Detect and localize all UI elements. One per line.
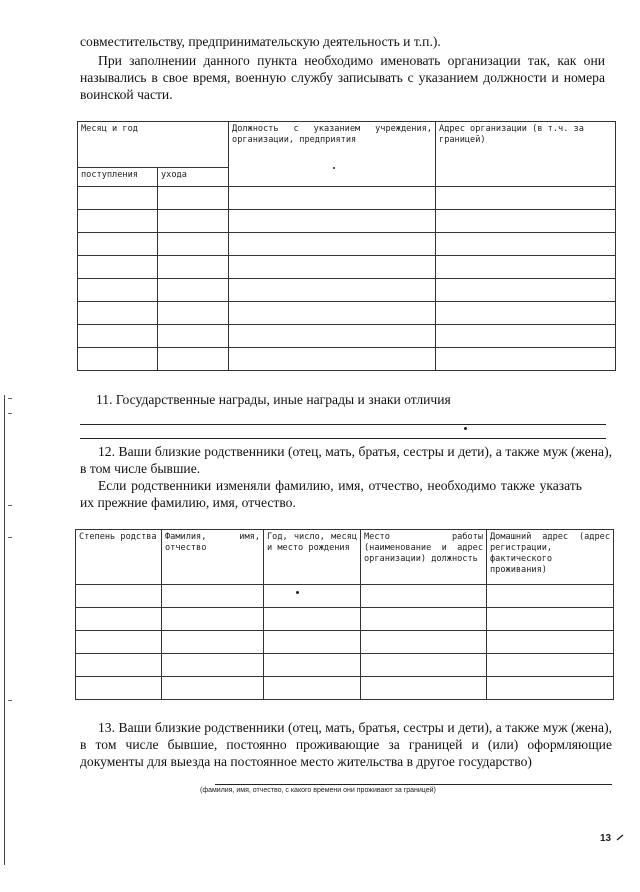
table-cell[interactable] <box>158 210 229 233</box>
relatives-table <box>75 529 614 700</box>
table-cell[interactable] <box>264 654 361 677</box>
table-cell[interactable] <box>76 654 162 677</box>
table-cell[interactable] <box>436 302 616 325</box>
scan-speck <box>296 591 299 594</box>
table-cell[interactable] <box>487 585 614 608</box>
table-cell[interactable] <box>361 608 487 631</box>
header-position: Должность с указанием учреждения, организации, предприятия <box>229 122 436 187</box>
table-cell[interactable] <box>229 325 436 348</box>
table-cell[interactable] <box>158 256 229 279</box>
scan-mark <box>8 537 12 538</box>
awards-fill-line[interactable] <box>80 424 606 425</box>
scan-mark <box>8 413 12 414</box>
checkmark-icon <box>616 834 624 842</box>
table-cell[interactable] <box>436 233 616 256</box>
table-cell[interactable] <box>264 608 361 631</box>
table-cell[interactable] <box>158 325 229 348</box>
table-cell[interactable] <box>436 325 616 348</box>
table-cell[interactable] <box>229 210 436 233</box>
page-number: 13 <box>600 833 612 844</box>
header-workplace: Место работы (наименование и адрес организации) должность <box>361 530 487 585</box>
table-cell[interactable] <box>162 608 264 631</box>
section-13-heading: 13. Ваши близкие родственники (отец, мать, братья, сестры и дети), а также муж (жена), в том числе бывшие, постоянно проживающие за границей и (или) оформляющие документы для выезда на постоянное место жительства в другое государство) <box>80 720 612 769</box>
table-cell[interactable] <box>78 210 158 233</box>
section-11-heading: 11. Государственные награды, иные награды и знаки отличия <box>96 392 451 407</box>
table-cell[interactable] <box>264 677 361 700</box>
header-org-address: Адрес организации (в т.ч. за границей) <box>436 122 616 187</box>
table-cell[interactable] <box>78 279 158 302</box>
intro-line: совместительству, предпринимательскую деятельность и т.п.). <box>80 34 441 49</box>
table-cell[interactable] <box>229 187 436 210</box>
table-cell[interactable] <box>361 631 487 654</box>
table-cell[interactable] <box>229 256 436 279</box>
table-cell[interactable] <box>158 279 229 302</box>
section-12-heading: 12. Ваши близкие родственники (отец, мать, братья, сестры и дети), а также муж (жена), в том числе бывшие. <box>80 444 612 476</box>
table-cell[interactable] <box>436 279 616 302</box>
section-12-note: Если родственники изменяли фамилию, имя, отчество, необходимо также указать их прежние фамилию, имя, отчество. <box>80 478 582 510</box>
table-cell[interactable] <box>76 608 162 631</box>
field-caption: (фамилия, имя, отчество, с какого времени они проживают за границей) <box>200 787 436 794</box>
table-cell[interactable] <box>78 325 158 348</box>
table-cell[interactable] <box>158 233 229 256</box>
table-cell[interactable] <box>162 585 264 608</box>
awards-fill-line[interactable] <box>80 438 606 439</box>
table-cell[interactable] <box>229 233 436 256</box>
scan-edge-line <box>4 395 5 865</box>
scan-speck <box>333 167 335 169</box>
table-cell[interactable] <box>436 187 616 210</box>
work-history-table <box>77 121 616 371</box>
table-cell[interactable] <box>158 302 229 325</box>
header-start: поступления <box>78 168 158 187</box>
table-cell[interactable] <box>78 233 158 256</box>
table-cell[interactable] <box>487 631 614 654</box>
header-degree: Степень родства <box>76 530 162 585</box>
table-cell[interactable] <box>78 302 158 325</box>
table-cell[interactable] <box>487 677 614 700</box>
table-cell[interactable] <box>78 348 158 371</box>
header-month-year: Месяц и год <box>78 122 229 168</box>
scan-mark <box>8 700 12 701</box>
abroad-relatives-fill-line[interactable] <box>215 784 612 785</box>
scan-speck <box>464 427 467 430</box>
table-cell[interactable] <box>436 256 616 279</box>
table-cell[interactable] <box>487 654 614 677</box>
table-cell[interactable] <box>264 631 361 654</box>
table-cell[interactable] <box>76 631 162 654</box>
scan-mark <box>8 398 12 399</box>
table-cell[interactable] <box>361 654 487 677</box>
table-cell[interactable] <box>361 585 487 608</box>
table-cell[interactable] <box>76 585 162 608</box>
table-cell[interactable] <box>436 210 616 233</box>
table-cell[interactable] <box>436 348 616 371</box>
table-cell[interactable] <box>229 348 436 371</box>
table-cell[interactable] <box>264 585 361 608</box>
header-home-address: Домашний адрес (адрес регистрации, фактического проживания) <box>487 530 614 585</box>
header-full-name: Фамилия, имя, отчество <box>162 530 264 585</box>
table-cell[interactable] <box>487 608 614 631</box>
table-cell[interactable] <box>229 302 436 325</box>
scan-mark <box>8 505 12 506</box>
table-cell[interactable] <box>78 187 158 210</box>
table-cell[interactable] <box>162 677 264 700</box>
table-cell[interactable] <box>229 279 436 302</box>
table-cell[interactable] <box>158 187 229 210</box>
table-cell[interactable] <box>76 677 162 700</box>
header-birth: Год, число, месяц и место рождения <box>264 530 361 585</box>
table-cell[interactable] <box>162 654 264 677</box>
table-cell[interactable] <box>78 256 158 279</box>
intro-paragraph: При заполнении данного пункта необходимо именовать организации так, как они назывались в свое время, военную службу записывать с указанием должности и номера воинской части. <box>80 53 605 102</box>
table-cell[interactable] <box>158 348 229 371</box>
table-cell[interactable] <box>162 631 264 654</box>
table-cell[interactable] <box>361 677 487 700</box>
header-end: ухода <box>158 168 229 187</box>
